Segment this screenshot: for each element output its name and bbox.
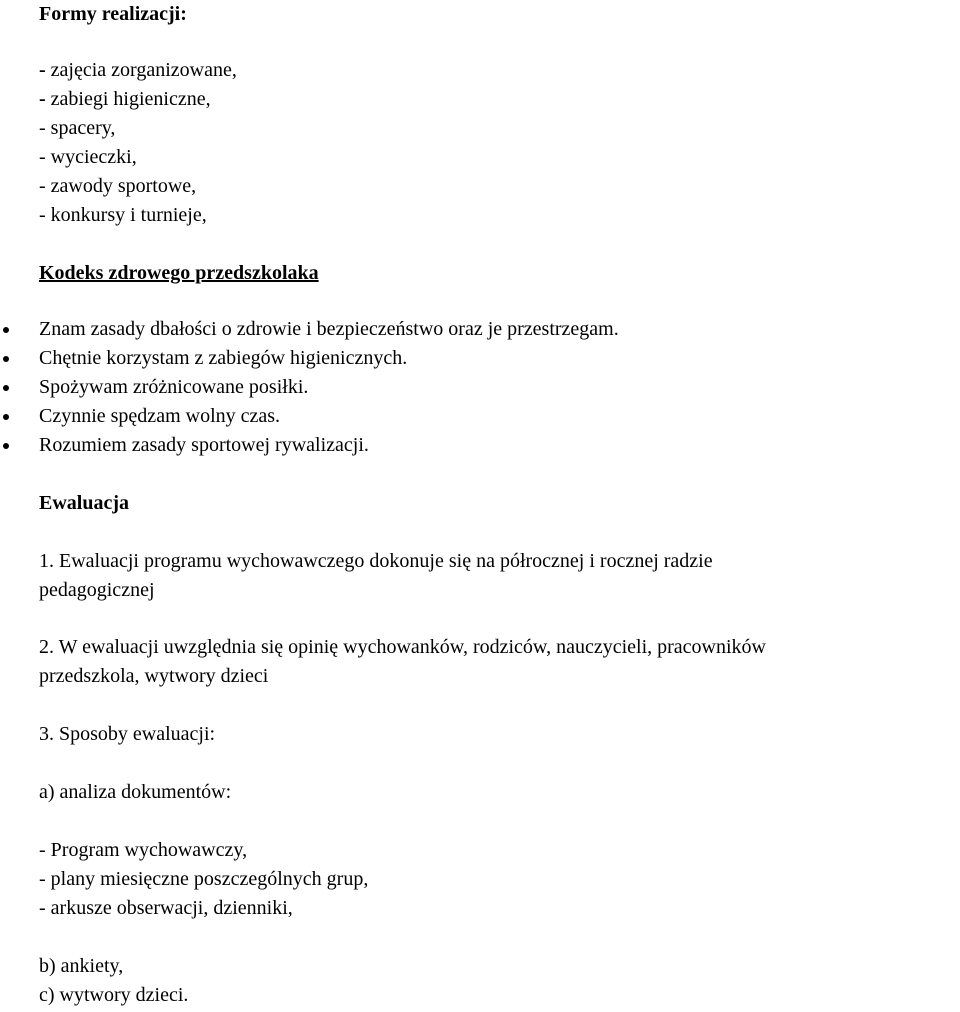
ewaluacja-a-item-1: - Program wychowawczy, xyxy=(39,839,248,861)
ewaluacja-p1-line2: pedagogicznej xyxy=(39,579,155,601)
ewaluacja-p3: 3. Sposoby ewaluacji: xyxy=(39,723,216,745)
kodeks-item-text: Chętnie korzystam z zabiegów higienicznych. xyxy=(39,347,408,369)
ewaluacja-a-item-2: - plany miesięczne poszczególnych grup, xyxy=(39,868,369,890)
kodeks-item-text: Rozumiem zasady sportowej rywalizacji. xyxy=(39,434,369,456)
formy-item-2 xyxy=(39,85,211,114)
kodeks-item-text: Znam zasady dbałości o zdrowie i bezpieczeństwo oraz je przestrzegam. xyxy=(39,318,619,340)
ewaluacja-a-heading: a) analiza dokumentów: xyxy=(39,781,232,803)
formy-item-5: - zawody sportowe, xyxy=(39,175,197,197)
formy-item-text: zabiegi higieniczne, xyxy=(45,88,211,110)
kodeks-item-1 xyxy=(39,315,619,344)
bullet-icon xyxy=(3,414,9,420)
formy-item-4: - wycieczki, xyxy=(39,146,137,168)
formy-item-3: - spacery, xyxy=(39,117,116,139)
kodeks-heading: Kodeks zdrowego przedszkolaka xyxy=(39,262,319,284)
ewaluacja-p1-line1: 1. Ewaluacji programu wychowawczego dokonuje się na półrocznej i rocznej radzie xyxy=(39,550,713,572)
kodeks-item-text: Czynnie spędzam wolny czas. xyxy=(39,405,281,427)
bullet-icon xyxy=(3,356,9,362)
ewaluacja-c: c) wytwory dzieci. xyxy=(39,984,189,1006)
ewaluacja-a-item-3: - arkusze obserwacji, dzienniki, xyxy=(39,897,293,919)
formy-item-6: - konkursy i turnieje, xyxy=(39,204,207,226)
ewaluacja-p2-line2: przedszkola, wytwory dzieci xyxy=(39,665,269,687)
bullet-icon xyxy=(3,443,9,449)
kodeks-item-text: Spożywam zróżnicowane posiłki. xyxy=(39,376,309,398)
bullet-icon xyxy=(3,385,9,391)
formy-item-dash: - xyxy=(39,88,46,110)
kodeks-item-2 xyxy=(39,344,407,373)
formy-heading: Formy realizacji: xyxy=(39,3,187,25)
ewaluacja-heading: Ewaluacja xyxy=(39,492,129,514)
formy-item-dash: - xyxy=(39,59,46,81)
kodeks-item-5 xyxy=(39,431,369,460)
ewaluacja-p2-line1: 2. W ewaluacji uwzględnia się opinię wychowanków, rodziców, nauczycieli, pracowników xyxy=(39,636,766,658)
kodeks-item-3 xyxy=(39,373,308,402)
kodeks-item-4 xyxy=(39,402,280,431)
ewaluacja-b: b) ankiety, xyxy=(39,955,124,977)
formy-item-text: zajęcia zorganizowane, xyxy=(45,59,237,81)
formy-item-1 xyxy=(39,56,237,85)
bullet-icon xyxy=(3,327,9,333)
